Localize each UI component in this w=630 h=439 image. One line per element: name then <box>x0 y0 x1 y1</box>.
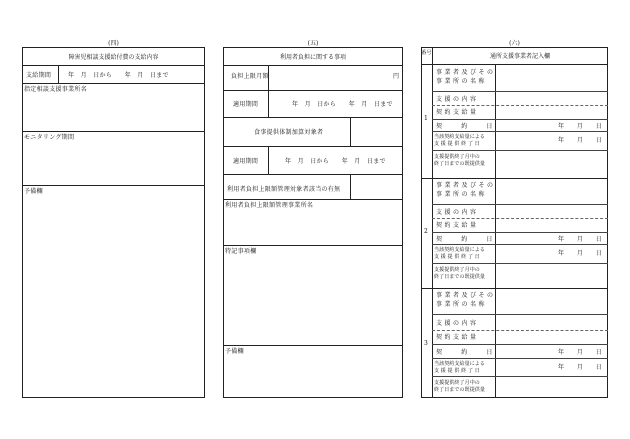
panel4-office-label: 指定相談支援事業所名 <box>24 86 88 93</box>
panel5-notes-label: 予備欄 <box>225 348 244 355</box>
panel5-apply1-value: 年 月 日から 年 月 日まで <box>292 101 393 108</box>
panel5-apply2-label: 適用期間 <box>233 158 259 165</box>
end-label-1: 当該契約支給量による <box>434 361 486 367</box>
amount-label: 契 約 支 給 量 <box>436 109 477 116</box>
panel5-title: 利用者負担に関する事項 <box>279 54 346 61</box>
panel5-apply1-label: 適用期間 <box>233 101 259 108</box>
contract-value: 年 月 日 <box>558 349 603 356</box>
name-label-1: 事 業 者 及 び そ の <box>436 69 494 76</box>
end-label-1: 当該契約支給量による <box>434 134 486 140</box>
end-label-2: 支 援 提 供 終 了 日 <box>434 368 480 374</box>
contract-label: 契 約 日 <box>436 349 493 356</box>
contract-label: 契 約 日 <box>436 123 493 130</box>
qty-label-1: 支援提供終了月中の <box>434 267 480 273</box>
content-label: 支 援 の 内 容 <box>436 96 477 103</box>
qty-label-1: 支援提供終了月中の <box>434 380 480 386</box>
panel4-period-value: 年 月 日から 年 月 日まで <box>68 72 169 79</box>
qty-label-2: 終了日までの既提供量 <box>434 387 486 393</box>
end-label-2: 支 援 提 供 終 了 日 <box>434 254 480 260</box>
panel5-limit-unit: 円 <box>393 73 400 80</box>
panel4-notes-label: 予備欄 <box>24 188 43 195</box>
end-value: 年 月 日 <box>558 364 603 371</box>
panel4-monitoring-label: モニタリング期間 <box>24 134 75 141</box>
panel6-label: (六) <box>509 40 520 47</box>
name-label-2: 事 業 所 の 名 称 <box>436 78 485 85</box>
name-label-1: 事 業 者 及 び そ の <box>436 182 494 189</box>
panel4-title: 障害児相談支援給付費の支給内容 <box>68 54 159 61</box>
panel4-frame <box>22 47 205 398</box>
amount-label: 契 約 支 給 量 <box>436 334 477 341</box>
panel5-limit-label: 負担上限月額 <box>231 73 269 80</box>
amount-label: 契 約 支 給 量 <box>436 222 477 229</box>
end-value: 年 月 日 <box>558 137 603 144</box>
contract-label: 契 約 日 <box>436 236 493 243</box>
panel5-special-label: 特記事項欄 <box>225 248 257 255</box>
contract-value: 年 月 日 <box>558 236 603 243</box>
end-label-1: 当該契約支給量による <box>434 247 486 253</box>
panel5-label: (五) <box>307 40 319 47</box>
panel6-row-number: 1 <box>424 115 429 122</box>
qty-label-2: 終了日までの既提供量 <box>434 274 486 280</box>
panel6-row-number: 2 <box>424 228 429 235</box>
name-label-2: 事 業 所 の 名 称 <box>436 301 485 308</box>
panel6-title: 通所支援事業者記入欄 <box>489 53 550 60</box>
panel5-meal-label: 食事提供体制加算対象者 <box>254 129 324 136</box>
qty-label-2: 終了日までの既提供量 <box>434 161 486 167</box>
end-label-2: 支 援 提 供 終 了 日 <box>434 141 480 147</box>
panel4-label: (四) <box>108 40 119 47</box>
contract-value: 年 月 日 <box>558 123 603 130</box>
panel5-apply2-value: 年 月 日から 年 月 日まで <box>285 158 386 165</box>
panel5-mgmt-office-label: 利用者負担上限額管理事業所名 <box>225 202 314 209</box>
panel6-col-number: 番号 <box>421 50 432 56</box>
panel5-mgmt-label: 利用者負担上限額管理対象者該当の有無 <box>227 186 341 193</box>
panel4-period-label: 支給期間 <box>26 72 52 79</box>
content-label: 支 援 の 内 容 <box>436 320 477 327</box>
name-label-2: 事 業 所 の 名 称 <box>436 191 485 198</box>
content-label: 支 援 の 内 容 <box>436 209 477 216</box>
name-label-1: 事 業 者 及 び そ の <box>436 292 494 299</box>
panel6-row-number: 3 <box>424 340 429 347</box>
qty-label-1: 支援提供終了月中の <box>434 154 480 160</box>
end-value: 年 月 日 <box>558 250 603 257</box>
